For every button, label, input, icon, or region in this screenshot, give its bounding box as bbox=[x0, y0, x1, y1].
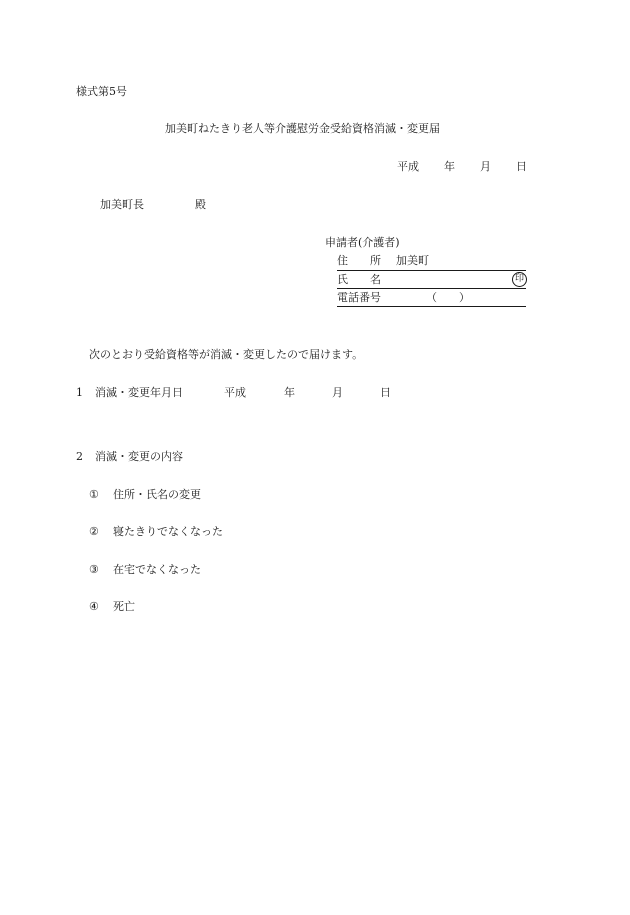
option-text: 在宅でなくなった bbox=[113, 563, 201, 576]
address-underline bbox=[337, 270, 526, 271]
applicant-heading: 申請者(介護者) bbox=[325, 236, 400, 249]
phone-underline bbox=[337, 306, 526, 307]
option-mark: ④ bbox=[89, 600, 99, 613]
option-mark: ③ bbox=[89, 563, 99, 576]
option-mark: ② bbox=[89, 525, 99, 538]
item-1-era: 平成 bbox=[224, 386, 246, 399]
name-underline bbox=[337, 288, 526, 289]
address-label: 住 所 bbox=[337, 254, 381, 267]
item-1-month: 月 bbox=[332, 386, 343, 399]
date-year: 年 bbox=[444, 160, 455, 173]
address-value: 加美町 bbox=[396, 254, 429, 267]
addressee-honorific: 殿 bbox=[195, 198, 206, 211]
phone-label: 電話番号 bbox=[337, 291, 381, 304]
name-label: 氏 名 bbox=[337, 273, 381, 286]
form-title: 加美町ねたきり老人等介護慰労金受給資格消滅・変更届 bbox=[165, 122, 440, 135]
statement: 次のとおり受給資格等が消滅・変更したので届けます。 bbox=[89, 348, 364, 361]
item-1-year: 年 bbox=[284, 386, 295, 399]
date-month: 月 bbox=[480, 160, 491, 173]
phone-paren: （ ） bbox=[426, 291, 470, 304]
form-number: 様式第5号 bbox=[76, 85, 127, 98]
item-1-number: 1 bbox=[76, 386, 83, 399]
item-1-label: 消滅・変更年月日 bbox=[95, 386, 183, 399]
addressee-name: 加美町長 bbox=[100, 198, 144, 211]
option-text: 寝たきりでなくなった bbox=[113, 525, 223, 538]
seal-mark: 印 bbox=[512, 272, 527, 287]
option-text: 住所・氏名の変更 bbox=[113, 488, 201, 501]
option-mark: ① bbox=[89, 488, 99, 501]
item-2-label: 消滅・変更の内容 bbox=[95, 450, 183, 463]
date-era: 平成 bbox=[397, 160, 419, 173]
item-1-day: 日 bbox=[380, 386, 391, 399]
option-text: 死亡 bbox=[113, 600, 135, 613]
date-day: 日 bbox=[516, 160, 527, 173]
item-2-number: 2 bbox=[76, 450, 83, 463]
